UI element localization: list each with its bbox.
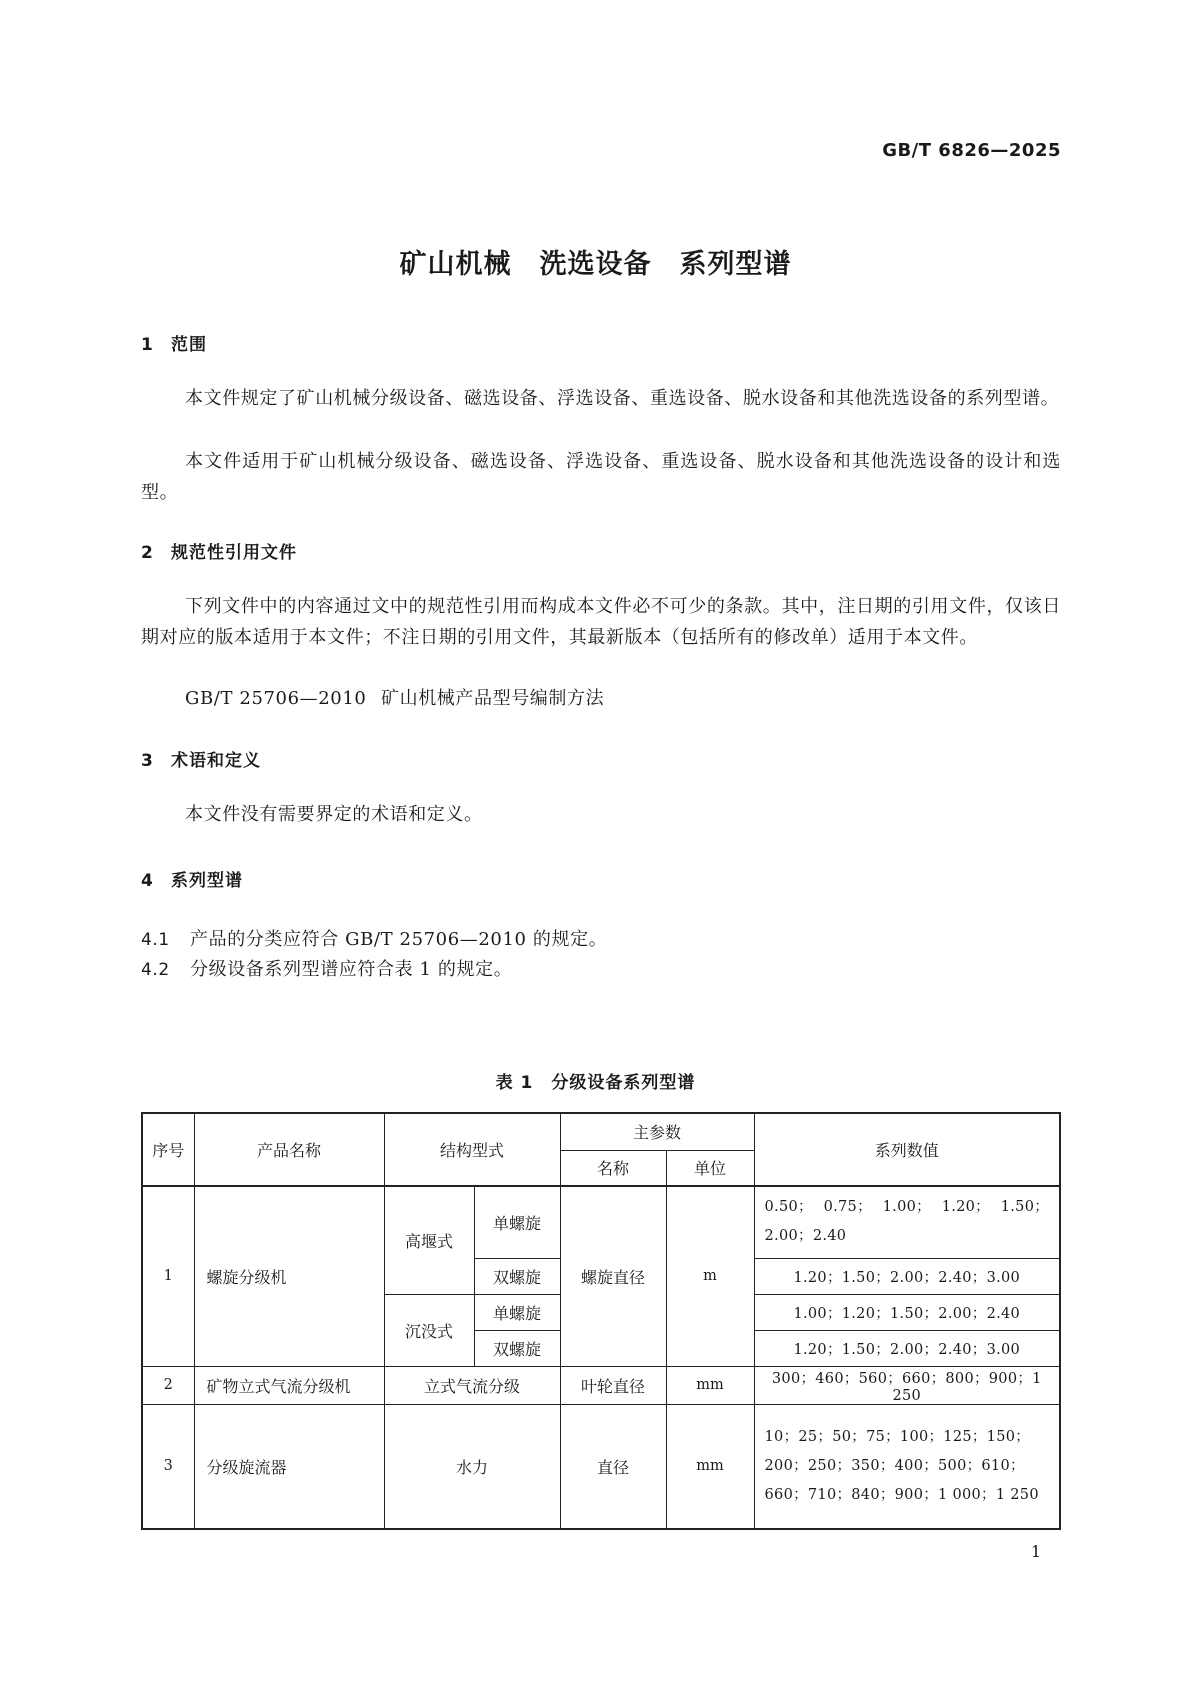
section-4-heading (141, 866, 243, 891)
cell-product: 螺旋分级机 (194, 1186, 384, 1366)
section-3-paragraph-1: 本文件没有需要界定的术语和定义。 (185, 804, 483, 825)
cell-product: 矿物立式气流分级机 (194, 1366, 384, 1404)
section-3-heading (141, 746, 261, 771)
cell-structure: 立式气流分级 (384, 1366, 560, 1404)
section-1-paragraph-2: 本文件适用于矿山机械分级设备、磁选设备、浮选设备、重选设备、脱水设备和其他洗选设备的设计和选型。 (141, 451, 1061, 503)
cell-series-values: 1.00；1.20；1.50；2.00；2.40 (754, 1294, 1060, 1330)
reference-code: GB/T 25706—2010 (185, 688, 367, 709)
clause-number: 4.1 (141, 930, 170, 950)
cell-param-unit: m (666, 1186, 754, 1366)
cell-param-name: 直径 (560, 1404, 666, 1529)
cell-seq: 3 (142, 1404, 194, 1529)
reference-title: 矿山机械产品型号编制方法 (381, 688, 605, 709)
cell-seq: 2 (142, 1366, 194, 1404)
document-title: 矿山机械 洗选设备 系列型谱 (399, 249, 792, 280)
cell-seq: 1 (142, 1186, 194, 1366)
cell-structure: 水力 (384, 1404, 560, 1529)
header-param-unit: 单位 (666, 1150, 754, 1186)
header-param-name: 名称 (560, 1150, 666, 1186)
table-row (142, 1404, 1060, 1529)
section-title: 规范性引用文件 (171, 543, 297, 563)
section-number: 4 (141, 871, 154, 891)
page-number: 1 (1030, 1542, 1041, 1561)
cell-series-values: 1.20；1.50；2.00；2.40；3.00 (754, 1330, 1060, 1366)
section-title: 系列型谱 (171, 871, 243, 891)
section-number: 1 (141, 335, 154, 355)
cell-structure-type: 沉没式 (384, 1294, 474, 1366)
header-seq: 序号 (142, 1113, 194, 1186)
cell-series-values: 0.50； 0.75； 1.00； 1.20； 1.50；2.00；2.40 (754, 1186, 1060, 1258)
section-2-paragraph-1: 下列文件中的内容通过文中的规范性引用而构成本文件必不可少的条款。其中，注日期的引用文件，仅该日期对应的版本适用于本文件；不注日期的引用文件，其最新版本（包括所有的修改单）适用于本文件。 (141, 596, 1061, 648)
cell-structure-subtype: 双螺旋 (474, 1330, 560, 1366)
cell-structure-subtype: 双螺旋 (474, 1258, 560, 1294)
table-1 (141, 1112, 1061, 1530)
cell-param-name: 叶轮直径 (560, 1366, 666, 1404)
section-2-heading (141, 538, 297, 563)
section-number: 3 (141, 751, 154, 771)
clause-text: 分级设备系列型谱应符合表 1 的规定。 (190, 959, 513, 980)
clause-number: 4.2 (141, 960, 170, 980)
section-1-heading (141, 330, 207, 355)
section-number: 2 (141, 543, 154, 563)
cell-param-unit: mm (666, 1404, 754, 1529)
cell-series-values: 300；460；560；660；800；900；1 250 (754, 1366, 1060, 1404)
cell-series-values: 1.20；1.50；2.00；2.40；3.00 (754, 1258, 1060, 1294)
cell-param-unit: mm (666, 1366, 754, 1404)
cell-product: 分级旋流器 (194, 1404, 384, 1529)
standard-code: GB/T 6826—2025 (882, 140, 1061, 161)
table-row (142, 1366, 1060, 1404)
header-main-params: 主参数 (560, 1113, 754, 1150)
cell-param-name: 螺旋直径 (560, 1186, 666, 1366)
table-1-caption: 表 1 分级设备系列型谱 (495, 1073, 696, 1093)
cell-series-values: 10；25；50；75；100；125；150；200；250；350；400；500；610；660；710；840；900；1 000；1 250 (754, 1404, 1060, 1529)
clause-4-1 (141, 925, 607, 951)
normative-reference (185, 684, 604, 710)
table-row (142, 1186, 1060, 1258)
clause-text: 产品的分类应符合 GB/T 25706—2010 的规定。 (190, 929, 608, 950)
cell-structure-type: 高堰式 (384, 1186, 474, 1294)
cell-structure-subtype: 单螺旋 (474, 1294, 560, 1330)
clause-4-2 (141, 955, 512, 981)
section-1-paragraph-1: 本文件规定了矿山机械分级设备、磁选设备、浮选设备、重选设备、脱水设备和其他洗选设备的系列型谱。 (185, 388, 1060, 409)
header-series-values: 系列数值 (754, 1113, 1060, 1186)
header-product-name: 产品名称 (194, 1113, 384, 1186)
section-title: 范围 (171, 335, 207, 355)
cell-structure-subtype: 单螺旋 (474, 1186, 560, 1258)
section-title: 术语和定义 (171, 751, 261, 771)
header-structure: 结构型式 (384, 1113, 560, 1186)
